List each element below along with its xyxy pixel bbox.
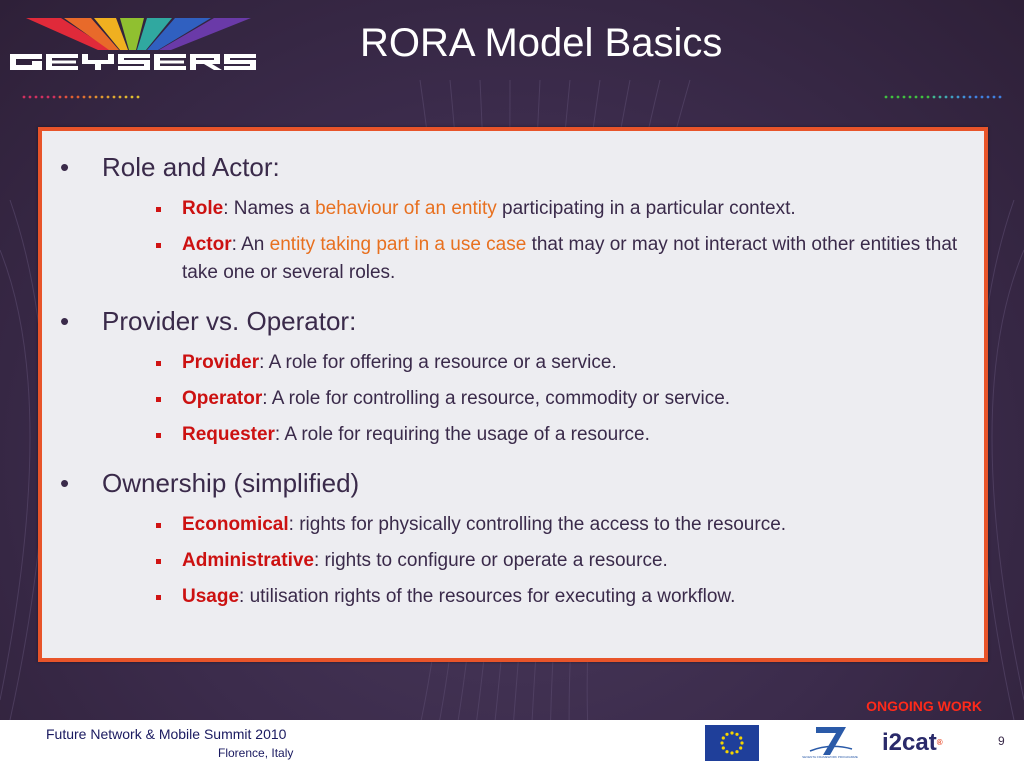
definition-text: : utilisation rights of the resources for executing a workflow. <box>239 586 736 607</box>
section-provider-operator <box>56 305 974 449</box>
term: Administrative <box>182 550 314 571</box>
square-bullet-icon <box>156 243 161 248</box>
square-bullet-icon <box>156 207 161 212</box>
bullet-heading <box>56 305 974 337</box>
definition-text: : rights for physically controlling the access to the resource. <box>288 514 787 535</box>
section-heading: Role and Actor: <box>102 152 280 182</box>
dotted-line-left <box>23 96 140 99</box>
section-heading: Provider vs. Operator: <box>102 306 357 336</box>
footer-location: Florence, Italy <box>218 746 294 760</box>
square-bullet-icon <box>156 397 161 402</box>
sub-bullet-administrative <box>182 547 974 575</box>
sub-bullet-list <box>56 195 974 287</box>
term: Actor <box>182 234 232 255</box>
geysers-logo <box>6 16 256 74</box>
definition-text: : A role for controlling a resource, commodity or service. <box>262 388 731 409</box>
bullet-dot-icon: • <box>60 306 70 336</box>
definition-text: : A role for requiring the usage of a resource. <box>274 424 650 445</box>
geysers-logo-wordmark <box>10 54 256 70</box>
geysers-logo-rays <box>26 18 251 50</box>
highlight-text: entity taking part in a use case <box>269 234 527 255</box>
section-role-actor <box>56 151 974 287</box>
bullet-heading <box>56 151 974 183</box>
section-ownership <box>56 467 974 611</box>
bullet-list <box>56 151 974 629</box>
definition-text: : rights to configure or operate a resource. <box>313 550 668 571</box>
sub-bullet-operator <box>182 385 974 413</box>
definition-text: participating in a particular context. <box>496 198 796 219</box>
sub-bullet-list <box>56 511 974 611</box>
definition-text: that may or may not interact with other entities that take one or several roles. <box>182 234 958 283</box>
ongoing-work-label: ONGOING WORK <box>866 698 982 714</box>
page-number: 9 <box>998 734 1005 748</box>
square-bullet-icon <box>156 361 161 366</box>
eu-flag-icon <box>705 725 759 761</box>
content-box <box>38 127 988 662</box>
footer <box>0 720 1024 768</box>
fp7-caption: SEVENTH FRAMEWORK PROGRAMME <box>802 755 858 759</box>
bullet-dot-icon: • <box>60 152 70 182</box>
bullet-dot-icon: • <box>60 468 70 498</box>
term: Usage <box>182 586 240 607</box>
sub-bullet-provider <box>182 349 974 377</box>
sub-bullet-role <box>182 195 974 223</box>
dotted-line-right <box>885 96 1002 99</box>
sub-bullet-usage <box>182 583 974 611</box>
term: Provider <box>182 352 260 373</box>
sub-bullet-list <box>56 349 974 449</box>
square-bullet-icon <box>156 559 161 564</box>
sub-bullet-requester <box>182 421 974 449</box>
i2cat-wordmark: i2cat <box>882 729 937 756</box>
square-bullet-icon <box>156 595 161 600</box>
term: Role <box>182 198 224 219</box>
i2cat-logo <box>882 726 952 760</box>
section-heading: Ownership (simplified) <box>102 468 360 498</box>
definition-text: : Names a <box>223 198 316 219</box>
definition-text: : A role for offering a resource or a service. <box>259 352 617 373</box>
square-bullet-icon <box>156 523 161 528</box>
footer-event: Future Network & Mobile Summit 2010 <box>46 726 287 742</box>
highlight-text: behaviour of an entity <box>315 198 497 219</box>
bullet-heading <box>56 467 974 499</box>
slide-title: RORA Model Basics <box>360 21 723 65</box>
term: Economical <box>182 514 289 535</box>
sub-bullet-actor <box>182 231 974 287</box>
term: Requester <box>182 424 275 445</box>
sub-bullet-economical <box>182 511 974 539</box>
registered-icon: ® <box>936 738 943 747</box>
term: Operator <box>182 388 263 409</box>
definition-text: : An <box>231 234 270 255</box>
square-bullet-icon <box>156 433 161 438</box>
